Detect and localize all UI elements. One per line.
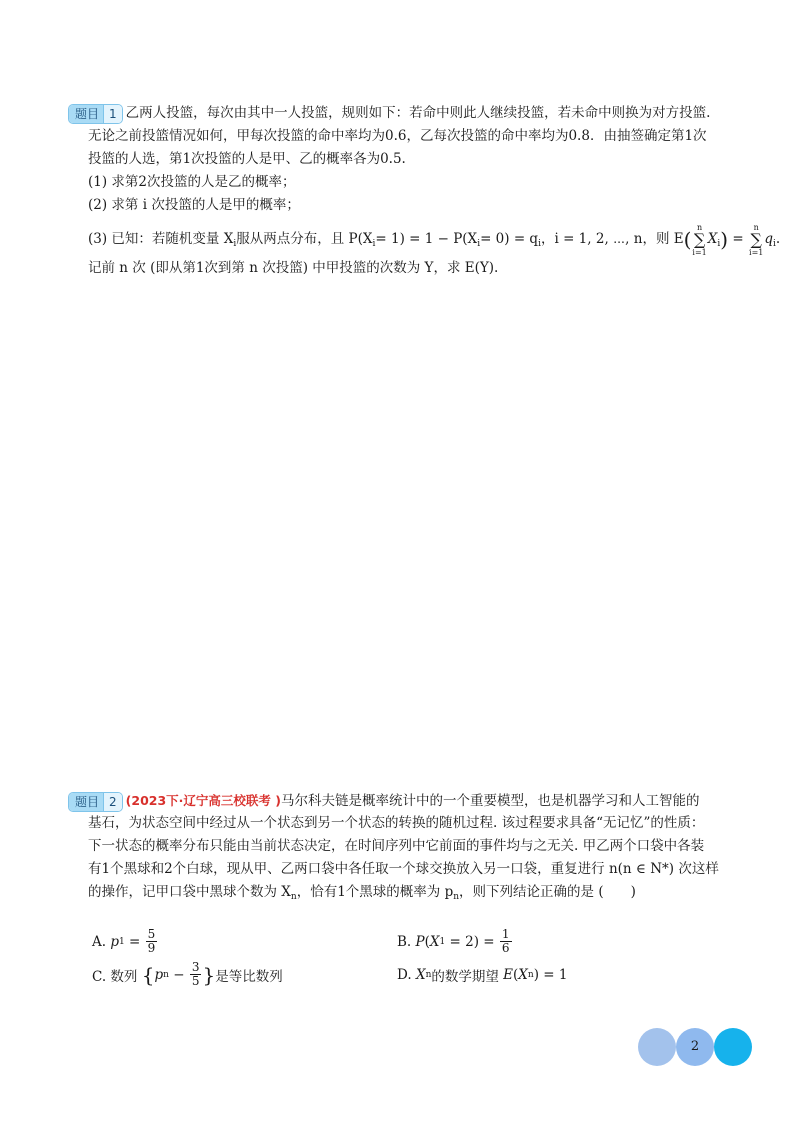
- problem-2-line-1: 题目 2 (2023下·辽宁高三校联考 )马尔科夫链是概率统计中的一个重要模型，也是机器学习和人工智能的: [68, 789, 758, 812]
- choice-c[interactable]: C. 数列 { p n − $\frac{3}{5}$ } 是等比数列: [92, 960, 283, 988]
- choice-a[interactable]: A. p 1 = $\frac{5}{9}$: [92, 927, 156, 955]
- question-3-line-2: 记前 n 次 (即从第1次到第 n 次投篮) 中甲投篮的次数为 Y，求 E(Y).: [88, 260, 499, 276]
- problem-2-line-4: 有1个黑球和2个白球，现从甲、乙两口袋中各任取一个球交换放入另一口袋，重复进行 n(n ∈ N*) 次这样: [88, 861, 719, 877]
- question-3: (3) 已知：若随机变量 $X_i$服从两点分布，且 $P(X_i= 1) = 1 - P(X_i= 0) = q_i$，i = 1, 2, ⋯, n，则 E( n ∑ i=1 $X_i$) = n ∑ i=1 $q_i$.: [88, 222, 781, 257]
- page-number: 2: [690, 1039, 700, 1054]
- problem-1: [68, 102, 781, 280]
- problem-source: (2023下·辽宁高三校联考 ): [125, 793, 281, 808]
- problem-2: [68, 789, 758, 904]
- problem-1-line-1: 题目 1 乙两人投篮，每次由其中一人投篮，规则如下：若命中则此人继续投篮，若未命中则换为对方投篮.: [68, 102, 758, 125]
- answer-choices: [92, 925, 752, 991]
- problem-2-line-3: 下一状态的概率分布只能由当前状态决定，在时间序列中它前面的事件均与之无关. 甲乙两个口袋中各装: [88, 838, 705, 854]
- question-2: (2) 求第 i 次投篮的人是甲的概率；: [88, 197, 300, 213]
- problem-tag: 题目 1: [68, 104, 123, 124]
- problem-2-line-5: 的操作，记甲口袋中黑球个数为 $X_n$，恰有1个黑球的概率为 $p_n$，则下列结论正确的是 ( ): [88, 884, 636, 902]
- problem-1-line-3: 投篮的人选，第1次投篮的人是甲、乙的概率各为0.5.: [88, 151, 406, 167]
- question-1: (1) 求第2次投篮的人是乙的概率；: [88, 174, 296, 190]
- badge-circle-right: [714, 1028, 752, 1066]
- choice-row-2: [92, 958, 752, 991]
- problem-2-line-2: 基石，为状态空间中经过从一个状态到另一个状态的转换的随机过程. 该过程要求具备“无记忆”的性质：: [88, 815, 705, 831]
- page-number-badge: [638, 1028, 752, 1066]
- choice-b[interactable]: B. P ( X 1 = 2) = $\frac{1}{6}$: [397, 927, 510, 955]
- problem-tag: 题目 2: [68, 792, 123, 812]
- choice-d[interactable]: D. X n 的数学期望 E ( X n ) = 1: [397, 966, 568, 985]
- choice-row-1: [92, 925, 752, 958]
- badge-circle-left: [638, 1028, 676, 1066]
- problem-1-line-2: 无论之前投篮情况如何，甲每次投篮的命中率均为0.6，乙每次投篮的命中率均为0.8．由抽签确定第1次: [88, 128, 707, 144]
